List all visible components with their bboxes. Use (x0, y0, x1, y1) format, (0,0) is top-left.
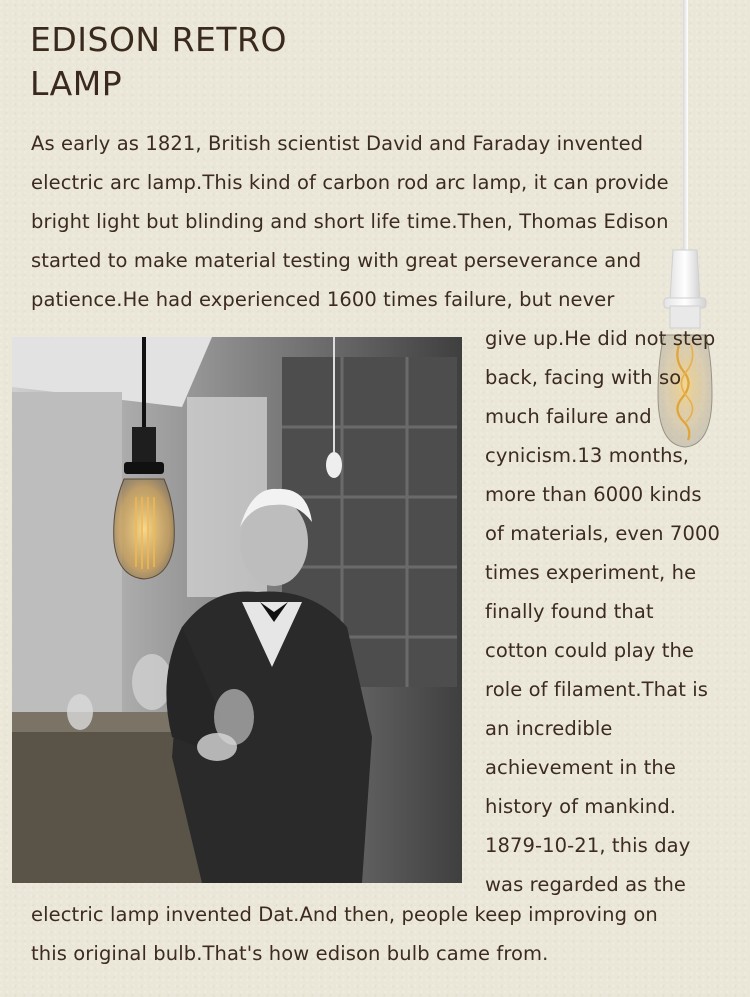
page-title (30, 18, 450, 106)
text-line: of materials, even 7000 (485, 522, 720, 545)
text-line: an incredible (485, 717, 613, 740)
text-line: finally found that (485, 600, 654, 623)
text-line: bright light but blinding and short life time.Then, Thomas Edison (31, 210, 669, 233)
text-line: electric lamp invented Dat.And then, people keep improving on (31, 903, 658, 926)
edison-photo (12, 337, 462, 883)
text-line: back, facing with so (485, 366, 682, 389)
title-line-2: LAMP (30, 64, 123, 103)
text-line: achievement in the (485, 756, 676, 779)
text-line: give up.He did not step (485, 327, 716, 350)
text-line: was regarded as the (485, 873, 687, 896)
text-line: times experiment, he (485, 561, 697, 584)
text-line: this original bulb.That's how edison bulb came from. (31, 942, 549, 965)
text-line: cotton could play the (485, 639, 695, 662)
text-line: history of mankind. (485, 795, 677, 818)
text-line: more than 6000 kinds (485, 483, 702, 506)
text-line: cynicism.13 months, (485, 444, 690, 467)
text-line: much failure and (485, 405, 652, 428)
title-line-1: EDISON RETRO (30, 20, 287, 59)
text-line: patience.He had experienced 1600 times failure, but never (31, 288, 615, 311)
text-line: As early as 1821, British scientist David and Faraday invented (31, 132, 644, 155)
text-line: started to make material testing with great perseverance and (31, 249, 642, 272)
text-line: electric arc lamp.This kind of carbon rod arc lamp, it can provide (31, 171, 669, 194)
text-line: role of filament.That is (485, 678, 709, 701)
text-line: 1879-10-21, this day (485, 834, 691, 857)
